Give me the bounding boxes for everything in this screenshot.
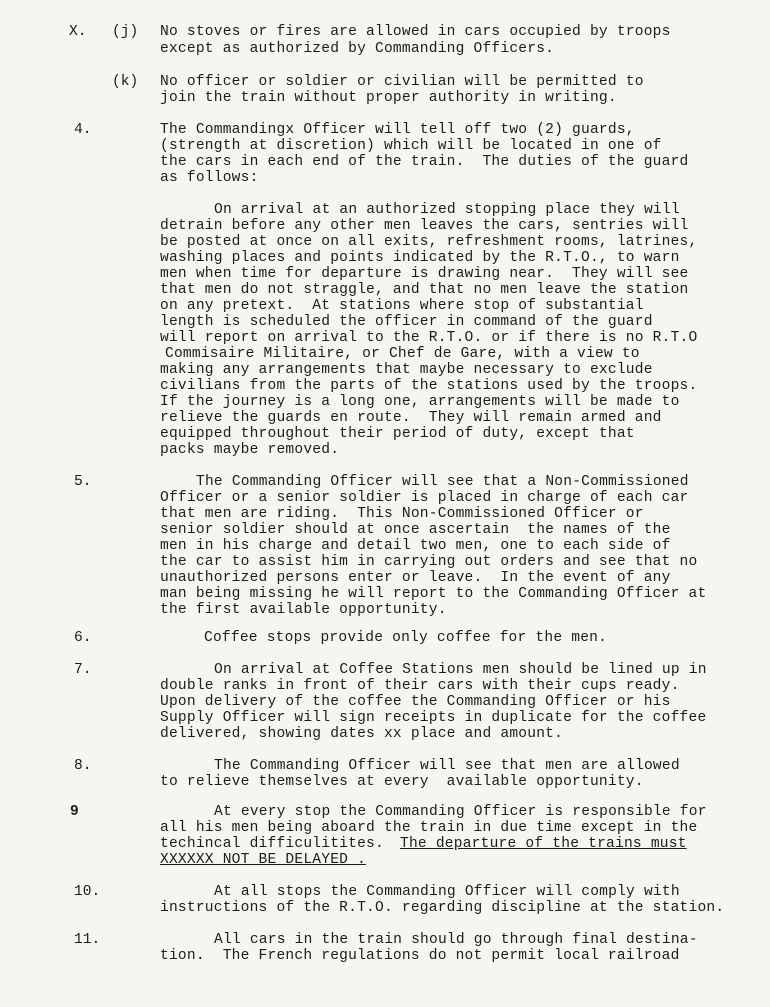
text-line: The Commandingx Officer will tell off two (2) guards, <box>160 122 635 138</box>
text-line: Officer or a senior soldier is placed in charge of each car <box>160 490 689 506</box>
text-line: will report on arrival to the R.T.O. or if there is no R.T.O <box>160 330 698 346</box>
text-line: The Commanding Officer will see that men are allowed <box>214 758 680 774</box>
text-line: on any pretext. At stations where stop of substantial <box>160 298 644 314</box>
text-line: senior soldier should at once ascertain the names of the <box>160 522 671 538</box>
text-line: the car to assist him in carrying out orders and see that no <box>160 554 698 570</box>
underlined-text: The departure of the trains must <box>400 836 687 852</box>
text-line: Supply Officer will sign receipts in duplicate for the coffee <box>160 710 707 726</box>
text-line: tion. The French regulations do not permit local railroad <box>160 948 680 964</box>
text-line: If the journey is a long one, arrangements will be made to <box>160 394 680 410</box>
item-marker: 7. <box>74 662 92 678</box>
text-line: The Commanding Officer will see that a Non-Commissioned <box>196 474 689 490</box>
text-line: On arrival at Coffee Stations men should be lined up in <box>214 662 707 678</box>
text-line: Upon delivery of the coffee the Commanding Officer or his <box>160 694 671 710</box>
text-line: men in his charge and detail two men, one to each side of <box>160 538 671 554</box>
text-line: length is scheduled the officer in command of the guard <box>160 314 653 330</box>
text-line: relieve the guards en route. They will remain armed and <box>160 410 662 426</box>
text-line: Commisaire Militaire, or Chef de Gare, with a view to <box>165 346 640 362</box>
text-line: the first available opportunity. <box>160 602 447 618</box>
text-line: (strength at discretion) which will be located in one of <box>160 138 662 154</box>
text-line: detrain before any other men leaves the cars, sentries will <box>160 218 689 234</box>
text-line: as follows: <box>160 170 259 186</box>
text-line: packs maybe removed. <box>160 442 340 458</box>
text-line: all his men being aboard the train in due time except in the <box>160 820 698 836</box>
item-marker: 4. <box>74 122 92 138</box>
text-line: the cars in each end of the train. The duties of the guard <box>160 154 689 170</box>
text-line: instructions of the R.T.O. regarding discipline at the station. <box>160 900 725 916</box>
item-marker: 6. <box>74 630 92 646</box>
item-marker: 11. <box>74 932 101 948</box>
text-line: civilians from the parts of the stations used by the troops. <box>160 378 698 394</box>
item-sub-marker: (j) <box>112 24 139 40</box>
text-line: No officer or soldier or civilian will be permitted to <box>160 74 644 90</box>
text-line: At every stop the Commanding Officer is responsible for <box>214 804 707 820</box>
text-line: double ranks in front of their cars with their cups ready. <box>160 678 680 694</box>
item-marker: 8. <box>74 758 92 774</box>
item-marker: 9 <box>70 804 79 820</box>
text-line: No stoves or fires are allowed in cars occupied by troops <box>160 24 671 40</box>
text-line: join the train without proper authority in writing. <box>160 90 617 106</box>
text-line: At all stops the Commanding Officer will comply with <box>214 884 680 900</box>
text-line: washing places and points indicated by the R.T.O., to warn <box>160 250 680 266</box>
text-line: to relieve themselves at every available opportunity. <box>160 774 644 790</box>
text-line: unauthorized persons enter or leave. In the event of any <box>160 570 671 586</box>
text-line: techincal difficulitites. <box>160 836 384 852</box>
text-line: that men are riding. This Non-Commissioned Officer or <box>160 506 644 522</box>
text-line: be posted at once on all exits, refreshment rooms, latrines, <box>160 234 698 250</box>
text-line: men when time for departure is drawing near. They will see <box>160 266 689 282</box>
underlined-text: XXXXXX NOT BE DELAYED . <box>160 852 367 868</box>
item-marker: 10. <box>74 884 101 900</box>
text-line: delivered, showing dates xx place and amount. <box>160 726 564 742</box>
text-line: except as authorized by Commanding Officers. <box>160 41 555 57</box>
text-line: On arrival at an authorized stopping place they will <box>214 202 680 218</box>
text-line: making any arrangements that maybe necessary to exclude <box>160 362 653 378</box>
text-line: Coffee stops provide only coffee for the men. <box>204 630 608 646</box>
item-marker: 5. <box>74 474 92 490</box>
text-line: All cars in the train should go through final destina- <box>214 932 698 948</box>
item-marker: X. <box>69 24 87 40</box>
item-sub-marker: (k) <box>112 74 139 90</box>
text-line: man being missing he will report to the Commanding Officer at <box>160 586 707 602</box>
text-line: equipped throughout their period of duty, except that <box>160 426 635 442</box>
text-line: that men do not straggle, and that no men leave the station <box>160 282 689 298</box>
